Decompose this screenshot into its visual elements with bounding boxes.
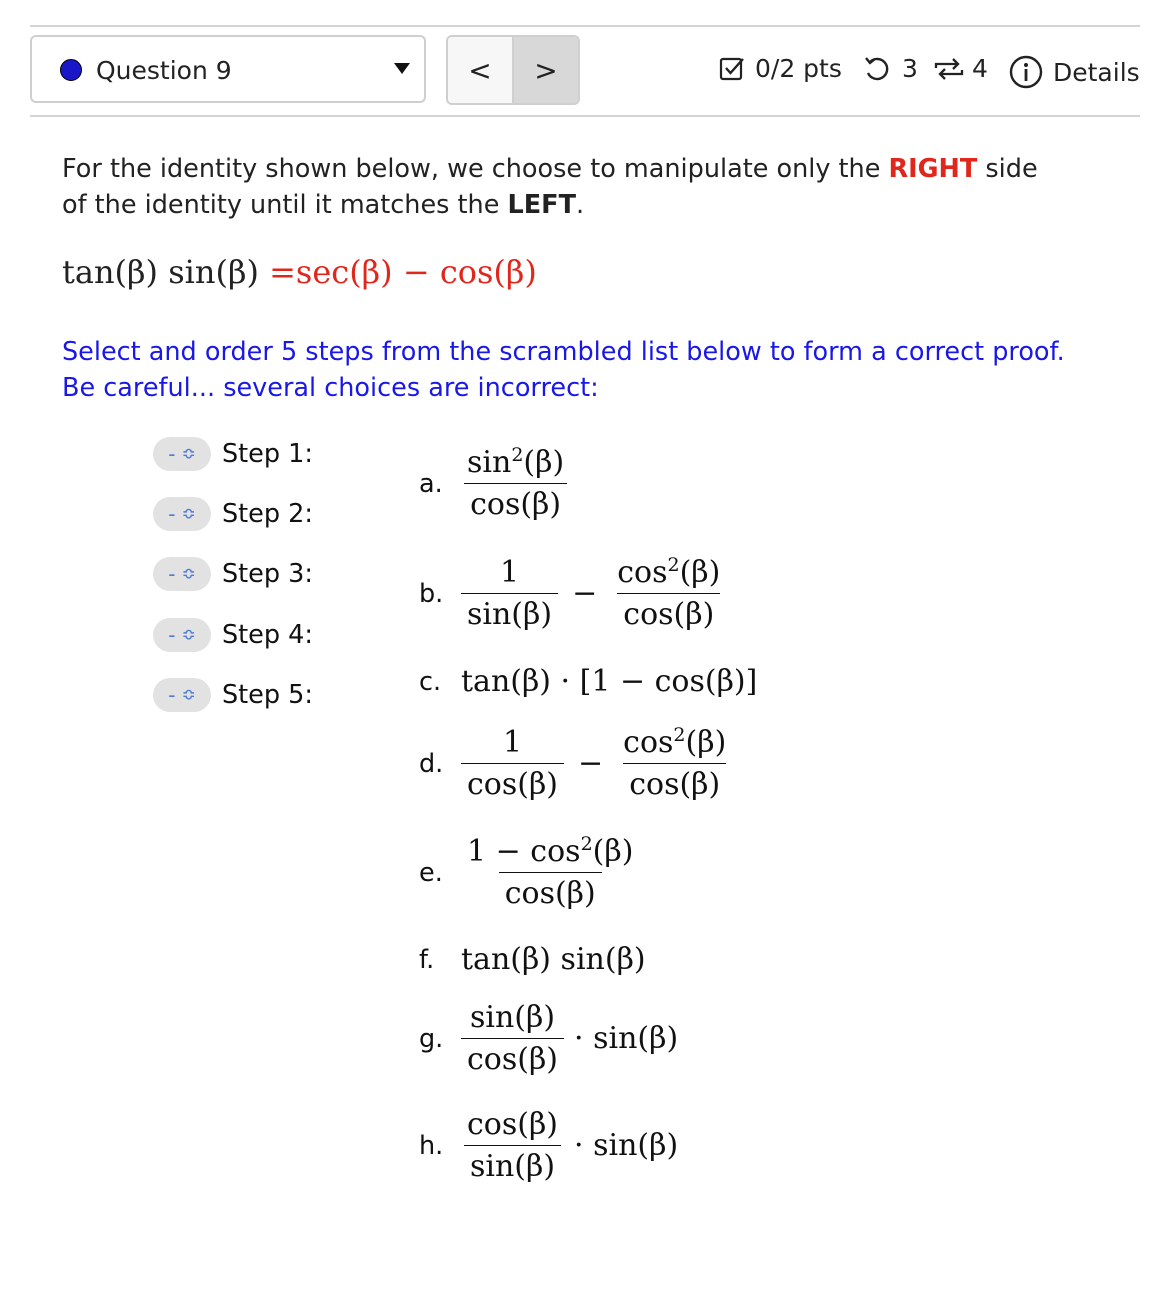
instructions-line: Be careful... several choices are incorrect: (62, 373, 599, 403)
denominator: sin(β) (461, 593, 558, 632)
next-question-button[interactable]: > (512, 37, 578, 103)
details-button[interactable] (1008, 54, 1140, 90)
checkbox-icon (718, 55, 746, 83)
step-row-2 (153, 497, 313, 531)
denominator: cos(β) (623, 763, 726, 802)
prev-question-button[interactable]: < (448, 37, 512, 103)
choice-d (419, 725, 732, 802)
choice-tail: · sin(β) (574, 1128, 679, 1163)
step-label: Step 1: (222, 439, 313, 469)
denominator: sin(β) (464, 1145, 561, 1184)
step-row-5 (153, 678, 313, 712)
step-select[interactable] (153, 557, 211, 591)
denominator: cos(β) (499, 872, 602, 911)
step-select[interactable] (153, 618, 211, 652)
choice-f (419, 942, 646, 977)
top-divider (30, 25, 1140, 27)
step-label: Step 2: (222, 499, 313, 529)
updown-chevron-icon: ≎ (181, 684, 196, 705)
identity-equation (62, 253, 537, 291)
numerator: 1 (499, 555, 520, 590)
fraction (461, 725, 564, 802)
choice-letter: f. (419, 944, 435, 975)
step-select-value: - (168, 623, 176, 647)
step-select[interactable] (153, 497, 211, 531)
identity-equals: = (269, 253, 296, 291)
step-select-value: - (168, 502, 176, 526)
numerator: cos(β) (467, 1107, 559, 1142)
choice-expression: tan(β) sin(β) (461, 942, 646, 977)
prompt-text: For the identity shown below, we choose to manipulate only the (62, 154, 889, 184)
step-row-4 (153, 618, 313, 652)
choice-letter: a. (419, 468, 443, 499)
step-label: Step 4: (222, 620, 313, 650)
step-select-value: - (168, 442, 176, 466)
choice-letter: h. (419, 1130, 444, 1161)
fraction (617, 725, 732, 802)
fraction (611, 555, 726, 632)
step-select-value: - (168, 683, 176, 707)
updown-chevron-icon: ≎ (181, 563, 196, 584)
question-label: Question 9 (96, 56, 232, 85)
choice-expression: tan(β) · [1 − cos(β)] (461, 664, 758, 699)
question-status-dot (60, 59, 82, 81)
prompt-left-keyword: LEFT (507, 190, 576, 220)
updown-chevron-icon: ≎ (181, 443, 196, 464)
header-divider (30, 115, 1140, 117)
numerator: $\sin^2(\beta)$ (467, 444, 565, 480)
prompt-text: side of the identity until it matches the (62, 154, 1038, 220)
step-select[interactable] (153, 678, 211, 712)
choice-letter: g. (419, 1023, 444, 1054)
step-row-3 (153, 557, 313, 591)
denominator: cos(β) (464, 483, 567, 522)
numerator: sin(β) (469, 1000, 556, 1035)
fraction (461, 445, 570, 522)
instructions (62, 334, 1122, 406)
retries-count: 3 (902, 54, 918, 83)
minus-operator: − (578, 746, 604, 781)
denominator: cos(β) (617, 593, 720, 632)
fraction (461, 1000, 564, 1077)
choice-letter: b. (419, 578, 444, 609)
attempts-count: 4 (972, 54, 988, 83)
prompt-right-keyword: RIGHT (888, 154, 978, 184)
fraction (461, 1107, 564, 1184)
denominator: cos(β) (461, 1038, 564, 1077)
question-nav (446, 35, 580, 105)
denominator: cos(β) (461, 763, 564, 802)
updown-chevron-icon: ≎ (181, 624, 196, 645)
step-label: Step 5: (222, 680, 313, 710)
minus-operator: − (572, 576, 598, 611)
step-label: Step 3: (222, 559, 313, 589)
choice-h (419, 1107, 678, 1184)
numerator: $1 - \cos^2(\beta)$ (467, 833, 634, 869)
points-indicator (718, 54, 842, 83)
dropdown-caret-icon (394, 63, 410, 74)
choice-letter: c. (419, 666, 442, 697)
choice-b (419, 555, 726, 632)
choice-a (419, 445, 570, 522)
details-label: Details (1053, 57, 1140, 87)
choice-letter: d. (419, 748, 444, 779)
choice-e (419, 834, 639, 911)
step-row-1 (153, 437, 313, 471)
choice-tail: · sin(β) (574, 1021, 679, 1056)
choice-letter: e. (419, 857, 443, 888)
identity-rhs: sec(β) − cos(β) (295, 253, 537, 291)
step-select-value: - (168, 562, 176, 586)
prompt-text: . (576, 190, 585, 220)
choice-g (419, 1000, 678, 1077)
points-text: 0/2 pts (755, 54, 842, 83)
numerator: 1 (502, 725, 523, 760)
step-select[interactable] (153, 437, 211, 471)
updown-chevron-icon: ≎ (181, 503, 196, 524)
choice-c (419, 664, 757, 699)
repeat-icon (932, 55, 966, 83)
undo-icon (862, 55, 892, 83)
info-icon (1008, 54, 1044, 90)
retries-indicator (862, 54, 918, 83)
fraction (461, 555, 558, 632)
instructions-line: Select and order 5 steps from the scrambled list below to form a correct proof. (62, 337, 1065, 367)
question-prompt (62, 151, 1062, 223)
numerator: $\cos^2(\beta)$ (617, 554, 721, 590)
attempts-indicator (932, 54, 988, 83)
question-selector[interactable] (30, 35, 426, 103)
numerator: $\cos^2(\beta)$ (623, 724, 727, 760)
identity-lhs: tan(β) sin(β) (62, 253, 270, 291)
fraction (461, 834, 639, 911)
